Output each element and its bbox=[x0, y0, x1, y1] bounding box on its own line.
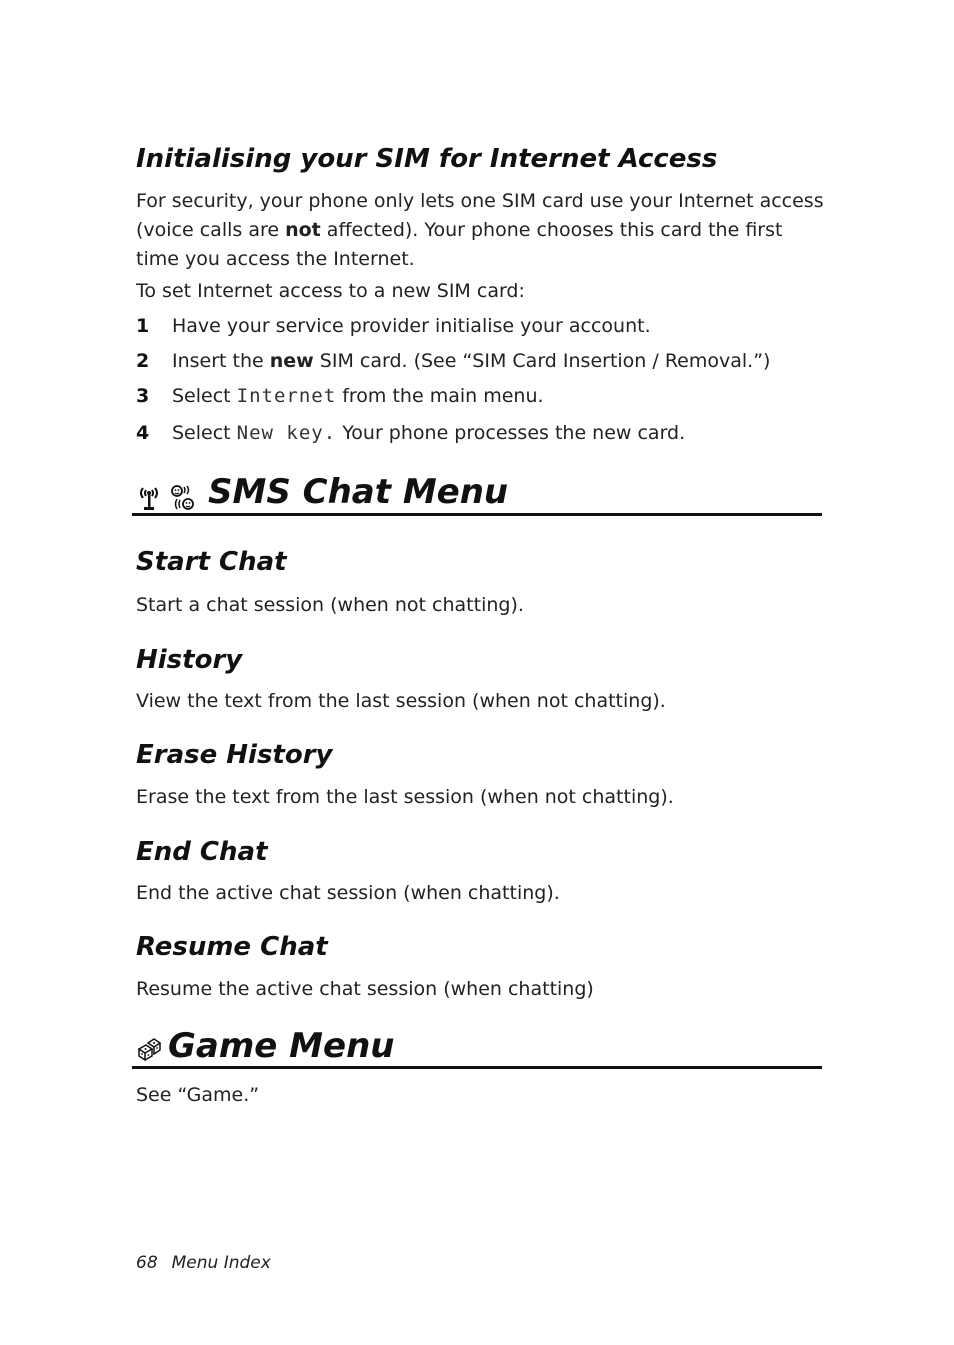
sim-para-line-2-post: affected). Your phone chooses this card the first bbox=[320, 219, 783, 241]
antenna-icon bbox=[137, 484, 161, 512]
step-text-pre: Select bbox=[172, 385, 237, 407]
section-rule bbox=[132, 513, 822, 516]
end-chat-text: End the active chat session (when chatting). bbox=[136, 882, 560, 904]
erase-history-title: Erase History bbox=[136, 740, 333, 770]
sim-intro: To set Internet access to a new SIM card: bbox=[136, 280, 525, 302]
step-text bbox=[172, 419, 685, 448]
erase-history-text: Erase the text from the last session (when not chatting). bbox=[136, 786, 674, 808]
sim-para-line-3: time you access the Internet. bbox=[136, 248, 415, 270]
step-number: 2 bbox=[136, 350, 150, 372]
resume-chat-title: Resume Chat bbox=[136, 932, 328, 962]
history-text: View the text from the last session (when not chatting). bbox=[136, 690, 666, 712]
sim-para-line-1: For security, your phone only lets one SIM card use your Internet access bbox=[136, 190, 824, 212]
page-footer bbox=[136, 1252, 271, 1274]
sim-section-title: Initialising your SIM for Internet Access bbox=[136, 144, 718, 174]
step-text bbox=[172, 347, 770, 376]
start-chat-title: Start Chat bbox=[136, 547, 287, 577]
step-number: 3 bbox=[136, 385, 150, 407]
game-menu-title: Game Menu bbox=[168, 1026, 395, 1066]
step-text: Have your service provider initialise your account. bbox=[172, 315, 651, 337]
chat-icon bbox=[168, 483, 198, 513]
step-text-post: from the main menu. bbox=[336, 385, 544, 407]
resume-chat-text: Resume the active chat session (when chatting) bbox=[136, 978, 594, 1000]
game-menu-text: See “Game.” bbox=[136, 1084, 260, 1106]
end-chat-title: End Chat bbox=[136, 837, 268, 867]
step-number: 1 bbox=[136, 315, 150, 337]
history-title: History bbox=[136, 645, 243, 675]
step-text-bold: new bbox=[269, 350, 314, 372]
start-chat-text: Start a chat session (when not chatting). bbox=[136, 594, 524, 616]
step-text-pre: Insert the bbox=[172, 350, 270, 372]
footer-section-name: Menu Index bbox=[171, 1253, 271, 1273]
dice-icon bbox=[136, 1037, 162, 1063]
step-text-post: SIM card. (See “SIM Card Insertion / Removal.”) bbox=[313, 350, 771, 372]
sim-para-line-2-pre: (voice calls are bbox=[136, 219, 286, 241]
step-text-post: Your phone processes the new card. bbox=[336, 422, 686, 444]
step-text-pre: Select bbox=[172, 422, 237, 444]
step-number: 4 bbox=[136, 422, 150, 444]
step-text bbox=[172, 382, 544, 411]
sim-para-line-2 bbox=[136, 216, 782, 245]
page-number: 68 bbox=[136, 1253, 158, 1273]
menu-label-internet: Internet bbox=[236, 385, 337, 407]
menu-label-new-key: New key. bbox=[236, 422, 337, 444]
sms-chat-menu-title: SMS Chat Menu bbox=[208, 472, 509, 512]
section-rule bbox=[132, 1066, 822, 1069]
sim-para-bold-not: not bbox=[285, 219, 321, 241]
